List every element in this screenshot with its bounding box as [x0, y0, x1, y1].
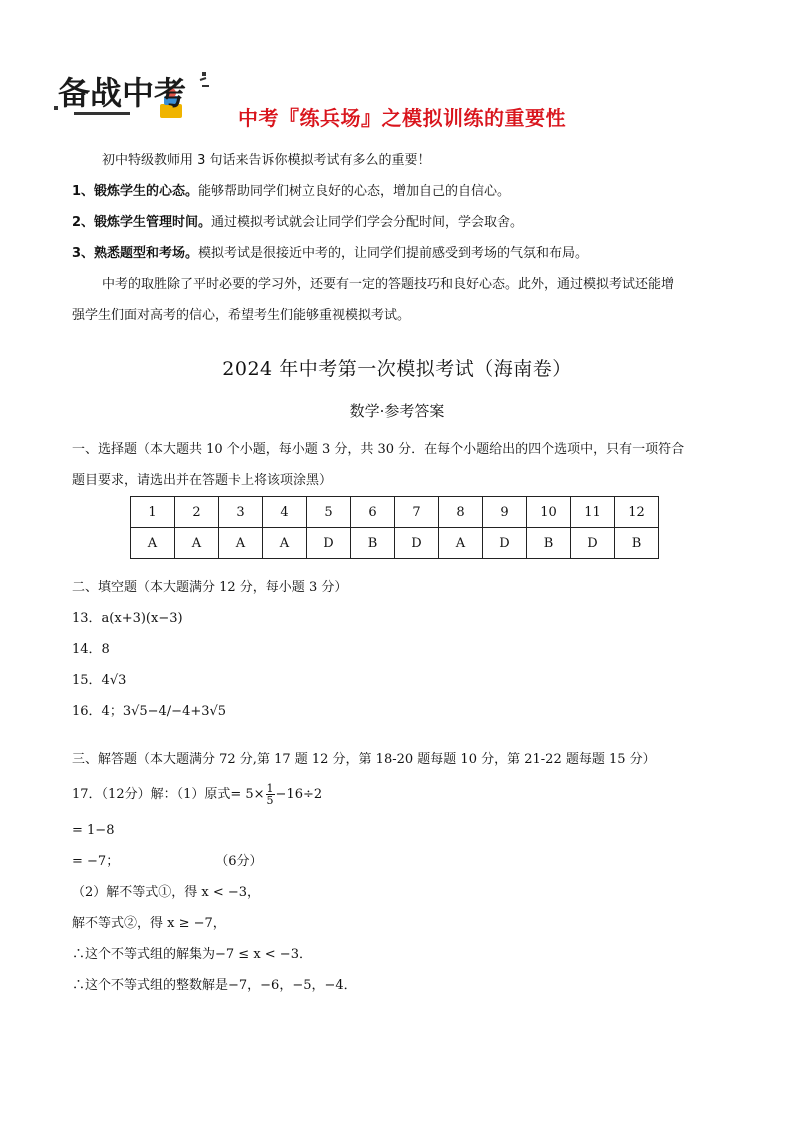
promo-title: 中考『练兵场』之模拟训练的重要性 [238, 106, 566, 130]
question-number: 1 [131, 497, 175, 528]
section-choice [72, 434, 727, 496]
promo-closing-2: 强学生们面对高考的信心，希望考生们能够重视模拟考试。 [72, 308, 411, 323]
question-number: 8 [439, 497, 483, 528]
promo-point-3: 3、熟悉题型和考场。模拟考试是很接近中考的，让同学们提前感受到考场的气氛和布局。 [72, 246, 589, 261]
question-number: 3 [219, 497, 263, 528]
promo-point-2: 2、锻炼学生管理时间。通过模拟考试就会让同学们学会分配时间，学会取舍。 [72, 215, 524, 230]
answer-cell: B [527, 528, 571, 559]
answer-cell: D [395, 528, 439, 559]
section-fill-blank [72, 572, 732, 727]
section-fill-heading: 二、填空题（本大题满分 12 分，每小题 3 分） [72, 580, 348, 595]
answer-cell: D [307, 528, 351, 559]
answer-cell: A [175, 528, 219, 559]
q17-step-1: = 1−8 [72, 823, 115, 838]
section-solutions [72, 744, 732, 1001]
question-number: 5 [307, 497, 351, 528]
section-solutions-heading: 三、解答题（本大题满分 72 分,第 17 题 12 分，第 18-20 题每题 10 分，第 21-22 题每题 15 分） [72, 752, 656, 767]
exam-subtitle: 数学·参考答案 [349, 402, 445, 420]
answer-cell: A [439, 528, 483, 559]
q17-part2-4: ∴这个不等式组的整数解是−7，−6，−5，−4． [72, 978, 357, 993]
answer-14: 14．8 [72, 642, 110, 657]
q17-step-2: = −7； （6分） [72, 854, 263, 869]
answer-cell: A [263, 528, 307, 559]
question-number: 7 [395, 497, 439, 528]
q17-part2-3: ∴这个不等式组的解集为−7 ≤ x < −3． [72, 947, 312, 962]
question-number: 12 [615, 497, 659, 528]
table-row [131, 528, 659, 559]
question-number: 11 [571, 497, 615, 528]
answer-cell: B [615, 528, 659, 559]
q17-part2-1: （2）解不等式①，得 x < −3， [72, 885, 261, 900]
promo-intro: 初中特级教师用 3 句话来告诉你模拟考试有多么的重要！ [102, 153, 431, 168]
promo-section [72, 145, 732, 331]
question-number: 6 [351, 497, 395, 528]
exam-title: 2024 年中考第一次模拟考试（海南卷） [222, 358, 572, 380]
answer-13: 13．a(x+3)(x−3) [72, 611, 183, 626]
score-note: （6分） [215, 854, 263, 869]
answer-table [130, 496, 659, 559]
question-number: 9 [483, 497, 527, 528]
promo-point-1: 1、锻炼学生的心态。能够帮助同学们树立良好的心态，增加自己的自信心。 [72, 184, 511, 199]
q17-line: 17．（12分）解：（1）原式= 5× $\frac{1}{5}$ −16÷2 [72, 782, 323, 807]
answer-15: 15．4√3 [72, 673, 127, 688]
section-choice-heading-cont: 题目要求，请选出并在答题卡上将该项涂黑） [72, 473, 333, 488]
fraction: $\frac{1}{5}$ [266, 782, 274, 807]
answer-cell: B [351, 528, 395, 559]
question-number: 4 [263, 497, 307, 528]
answer-cell: A [219, 528, 263, 559]
section-choice-heading: 一、选择题（本大题共 10 个小题，每小题 3 分，共 30 分．在每个小题给出的四个选项中，只有一项符合 [72, 442, 685, 457]
answer-cell: A [131, 528, 175, 559]
promo-closing-1: 中考的取胜除了平时必要的学习外，还要有一定的答题技巧和良好心态。此外，通过模拟考试还能增 [102, 277, 675, 292]
answer-cell: D [483, 528, 527, 559]
table-row [131, 497, 659, 528]
q17-part2-2: 解不等式②，得 x ≥ −7， [72, 916, 226, 931]
question-number: 10 [527, 497, 571, 528]
answer-cell: D [571, 528, 615, 559]
answer-16: 16．4；3√5−4/−4+3√5 [72, 704, 227, 719]
logo-text: 备战中考 [58, 74, 187, 112]
question-number: 2 [175, 497, 219, 528]
